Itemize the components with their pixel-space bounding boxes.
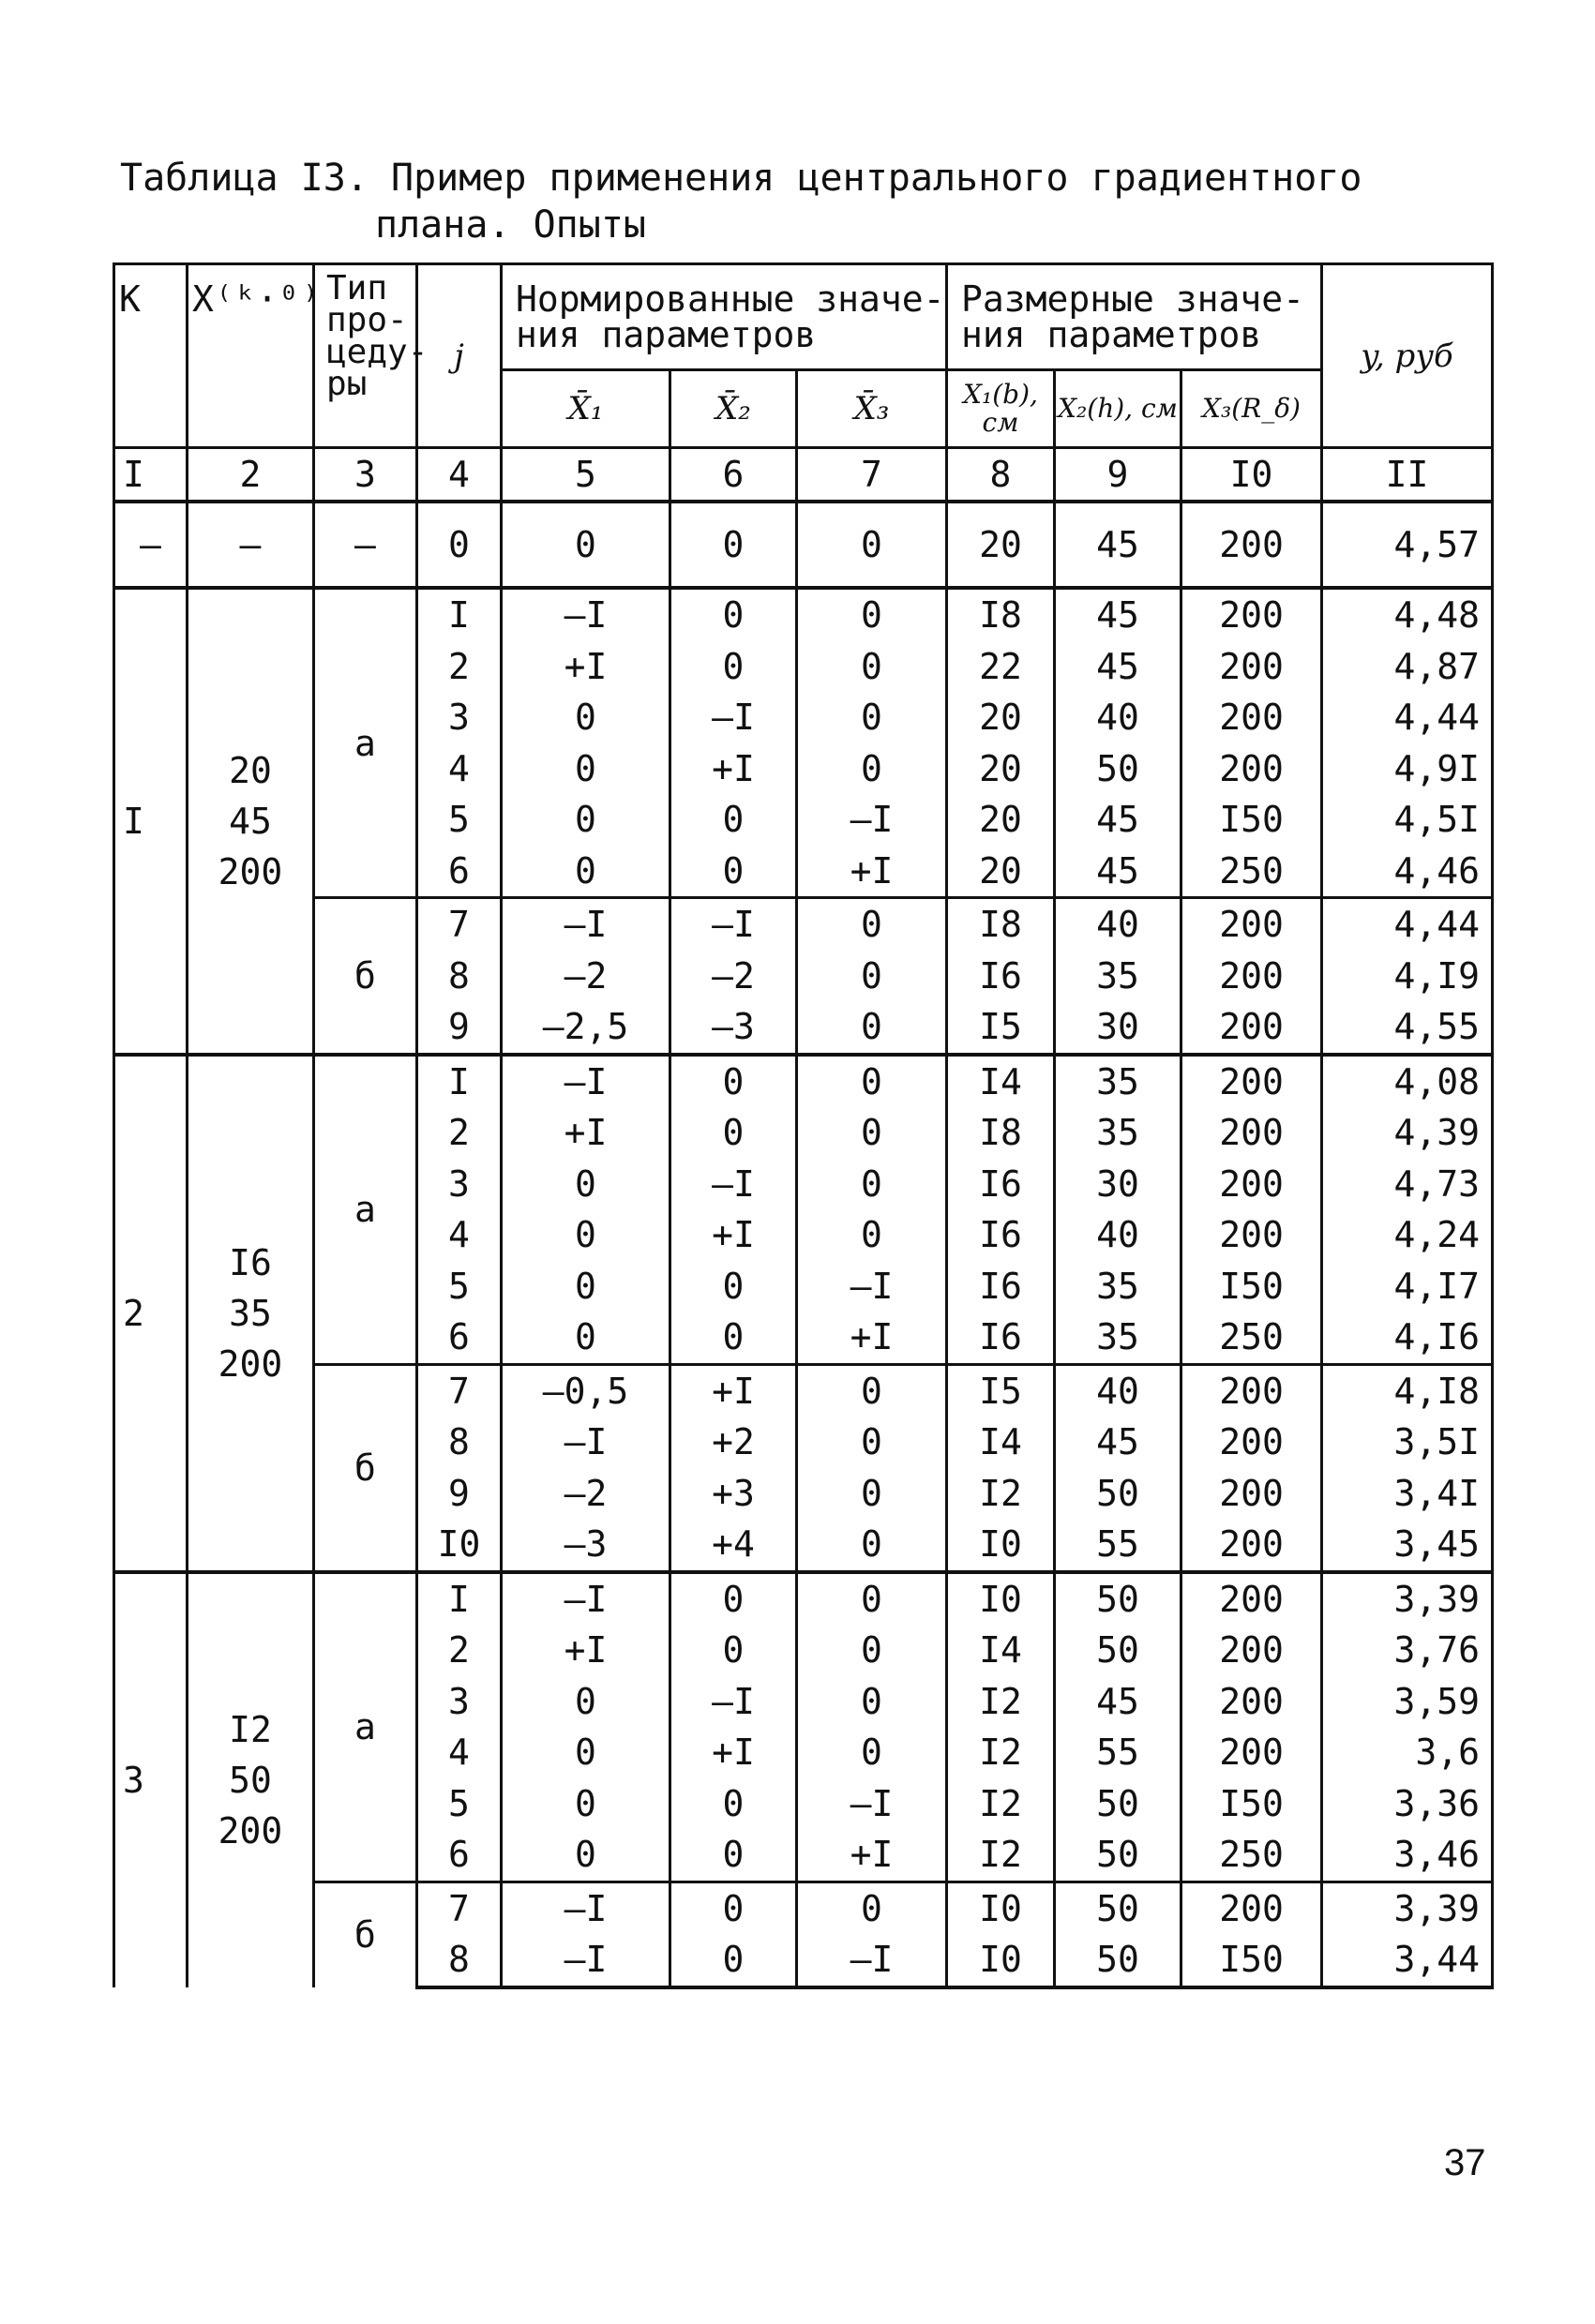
x3-normalized-cell: +I [797, 1829, 947, 1882]
x2-normalized-cell: –I [670, 1676, 797, 1728]
j-cell: 2 [417, 1625, 502, 1676]
column-number: 2 [188, 448, 314, 502]
j-cell: 4 [417, 743, 502, 795]
x2-dimensional-cell: 40 [1055, 898, 1181, 951]
x3-normalized-cell: –I [797, 1261, 947, 1312]
x1-normalized-cell: –3 [502, 1519, 670, 1572]
x1-dimensional-cell: I2 [947, 1778, 1055, 1830]
j-cell: 7 [417, 1364, 502, 1417]
j-cell: I [417, 1572, 502, 1626]
y-cell: 3,6 [1322, 1727, 1493, 1778]
x1-normalized-cell: 0 [502, 1312, 670, 1364]
table-row [114, 588, 1493, 641]
x3-dimensional-cell: 200 [1181, 951, 1322, 1002]
x1-normalized-cell: –2 [502, 951, 670, 1002]
y-cell: 3,4I [1322, 1468, 1493, 1520]
x1-normalized-cell: –0,5 [502, 1364, 670, 1417]
x1-normalized-cell: 0 [502, 1829, 670, 1882]
group-k-cell: 3 [114, 1572, 188, 1987]
y-cell: 3,46 [1322, 1829, 1493, 1882]
x1-normalized-cell: +I [502, 1625, 670, 1676]
group-x-cell [188, 1572, 314, 1987]
x1-dimensional-cell: I6 [947, 1209, 1055, 1261]
x3-normalized-cell: 0 [797, 692, 947, 743]
j-cell: 2 [417, 641, 502, 693]
group-x-value: I6 [229, 1241, 272, 1283]
table-cell: 0 [502, 502, 670, 588]
y-cell: 4,39 [1322, 1107, 1493, 1159]
j-cell: 9 [417, 1001, 502, 1055]
x2-normalized-cell: 0 [670, 1778, 797, 1830]
x3-dimensional-cell: I50 [1181, 1778, 1322, 1830]
x3-normalized-cell: +I [797, 1312, 947, 1364]
y-cell: 3,39 [1322, 1572, 1493, 1626]
x1-dimensional-cell: I6 [947, 951, 1055, 1002]
x3-normalized-cell: 0 [797, 1676, 947, 1728]
x1-normalized-cell: 0 [502, 1727, 670, 1778]
x1-normalized-cell: 0 [502, 1159, 670, 1210]
x2-dimensional-cell: 35 [1055, 1261, 1181, 1312]
x1-dimensional-cell: I0 [947, 1572, 1055, 1626]
x2-dimensional-cell: 50 [1055, 1572, 1181, 1626]
x2-dimensional-cell: 50 [1055, 1829, 1181, 1882]
y-cell: 4,46 [1322, 846, 1493, 898]
x2-normalized-cell: 0 [670, 641, 797, 693]
x1-dimensional-cell: I4 [947, 1625, 1055, 1676]
x2-dimensional-cell: 50 [1055, 1882, 1181, 1934]
x3-normalized-cell: –I [797, 1778, 947, 1830]
j-cell: 5 [417, 1778, 502, 1830]
x2-dimensional-cell: 30 [1055, 1159, 1181, 1210]
j-cell: 8 [417, 1417, 502, 1468]
x1-normalized-cell: –I [502, 1882, 670, 1934]
x3-dimensional-cell: 200 [1181, 1727, 1322, 1778]
j-cell: I0 [417, 1519, 502, 1572]
j-cell: 5 [417, 1261, 502, 1312]
x2-dimensional-cell: 50 [1055, 1778, 1181, 1830]
header-x3-dimensional: X₃(R_δ) [1181, 370, 1322, 448]
x2-normalized-cell: 0 [670, 1107, 797, 1159]
x3-normalized-cell: 0 [797, 1882, 947, 1934]
x2-dimensional-cell: 45 [1055, 846, 1181, 898]
table-caption [120, 155, 1362, 248]
y-cell: 4,08 [1322, 1055, 1493, 1108]
y-cell: 4,73 [1322, 1159, 1493, 1210]
x1-dimensional-cell: I2 [947, 1468, 1055, 1520]
table-cell: – [114, 502, 188, 588]
x3-normalized-cell: 0 [797, 951, 947, 1002]
x3-normalized-cell: 0 [797, 1159, 947, 1210]
header-dimensional: Размерные значе- ния параметров [947, 264, 1322, 370]
y-cell: 4,87 [1322, 641, 1493, 693]
x3-dimensional-cell: 200 [1181, 1055, 1322, 1108]
y-cell: 4,44 [1322, 898, 1493, 951]
x3-normalized-cell: 0 [797, 1107, 947, 1159]
x2-normalized-cell: +2 [670, 1417, 797, 1468]
table-row [114, 1882, 1493, 1934]
x1-dimensional-cell: I0 [947, 1934, 1055, 1987]
x3-normalized-cell: 0 [797, 1519, 947, 1572]
x1-dimensional-cell: I4 [947, 1055, 1055, 1108]
y-cell: 3,39 [1322, 1882, 1493, 1934]
header-j: j [417, 264, 502, 448]
x3-dimensional-cell: 200 [1181, 1572, 1322, 1626]
x1-dimensional-cell: I6 [947, 1159, 1055, 1210]
x3-dimensional-cell: 200 [1181, 1159, 1322, 1210]
x2-dimensional-cell: 40 [1055, 1209, 1181, 1261]
x3-normalized-cell: 0 [797, 1001, 947, 1055]
x2-normalized-cell: –2 [670, 951, 797, 1002]
caption-line-2: плана. Опыты [375, 203, 646, 247]
j-cell: 9 [417, 1468, 502, 1520]
header-x1-dimensional: X₁(b), см [947, 370, 1055, 448]
group-k-cell: I [114, 588, 188, 1055]
x2-dimensional-cell: 45 [1055, 588, 1181, 641]
x1-normalized-cell: –I [502, 1572, 670, 1626]
x1-dimensional-cell: 22 [947, 641, 1055, 693]
x1-dimensional-cell: I4 [947, 1417, 1055, 1468]
x2-normalized-cell: –I [670, 898, 797, 951]
x1-normalized-cell: –I [502, 1055, 670, 1108]
j-cell: 6 [417, 846, 502, 898]
x2-normalized-cell: 0 [670, 1625, 797, 1676]
x2-normalized-cell: –3 [670, 1001, 797, 1055]
x2-dimensional-cell: 50 [1055, 1468, 1181, 1520]
table-row [114, 898, 1493, 951]
x2-normalized-cell: 0 [670, 846, 797, 898]
procedure-type-cell: а [314, 1572, 417, 1882]
column-numbers-row [114, 448, 1493, 502]
x1-normalized-cell: 0 [502, 1261, 670, 1312]
table-cell: 0 [670, 502, 797, 588]
column-number: I0 [1181, 448, 1322, 502]
x2-dimensional-cell: 40 [1055, 1364, 1181, 1417]
x1-normalized-cell: 0 [502, 743, 670, 795]
x2-dimensional-cell: 35 [1055, 951, 1181, 1002]
x2-normalized-cell: 0 [670, 1572, 797, 1626]
group-x-value: 200 [218, 1342, 283, 1385]
table-cell: 4,57 [1322, 502, 1493, 588]
table-row-zero [114, 502, 1493, 588]
group-x-value: 200 [218, 1810, 283, 1852]
x2-dimensional-cell: 50 [1055, 743, 1181, 795]
x1-dimensional-cell: I8 [947, 898, 1055, 951]
x2-normalized-cell: 0 [670, 588, 797, 641]
x2-normalized-cell: +I [670, 743, 797, 795]
procedure-type-cell: а [314, 1055, 417, 1365]
column-number: 7 [797, 448, 947, 502]
column-number: 9 [1055, 448, 1181, 502]
x1-dimensional-cell: 20 [947, 846, 1055, 898]
x1-normalized-cell: 0 [502, 692, 670, 743]
x1-normalized-cell: 0 [502, 794, 670, 846]
y-cell: 4,55 [1322, 1001, 1493, 1055]
x2-dimensional-cell: 45 [1055, 794, 1181, 846]
x3-normalized-cell: 0 [797, 743, 947, 795]
x2-normalized-cell: +3 [670, 1468, 797, 1520]
table-cell: 45 [1055, 502, 1181, 588]
x3-dimensional-cell: 200 [1181, 1519, 1322, 1572]
table-row [114, 1364, 1493, 1417]
table-cell: – [314, 502, 417, 588]
header-x: X⁽ᵏ·⁰⁾ [188, 264, 314, 448]
x2-normalized-cell: 0 [670, 1829, 797, 1882]
j-cell: 3 [417, 692, 502, 743]
group-x-cell [188, 588, 314, 1055]
column-number: 6 [670, 448, 797, 502]
x3-normalized-cell: 0 [797, 1572, 947, 1626]
y-cell: 4,44 [1322, 692, 1493, 743]
table-cell: – [188, 502, 314, 588]
column-number: I [114, 448, 188, 502]
x2-normalized-cell: 0 [670, 1934, 797, 1987]
x3-dimensional-cell: 200 [1181, 1676, 1322, 1728]
y-cell: 3,45 [1322, 1519, 1493, 1572]
y-cell: 4,I8 [1322, 1364, 1493, 1417]
x2-normalized-cell: +I [670, 1364, 797, 1417]
x1-dimensional-cell: I6 [947, 1261, 1055, 1312]
procedure-type-cell: б [314, 1882, 417, 1987]
x3-dimensional-cell: 200 [1181, 641, 1322, 693]
x3-normalized-cell: 0 [797, 1625, 947, 1676]
header-k: К [114, 264, 188, 448]
y-cell: 3,76 [1322, 1625, 1493, 1676]
x2-normalized-cell: 0 [670, 1261, 797, 1312]
x3-dimensional-cell: 200 [1181, 1625, 1322, 1676]
x1-dimensional-cell: I0 [947, 1519, 1055, 1572]
x1-dimensional-cell: I8 [947, 588, 1055, 641]
group-x-value: 200 [218, 850, 283, 892]
x3-dimensional-cell: 200 [1181, 743, 1322, 795]
x2-normalized-cell: –I [670, 692, 797, 743]
x2-normalized-cell: 0 [670, 1312, 797, 1364]
x3-normalized-cell: 0 [797, 898, 947, 951]
x2-dimensional-cell: 40 [1055, 692, 1181, 743]
x2-normalized-cell: 0 [670, 1882, 797, 1934]
x1-dimensional-cell: I2 [947, 1829, 1055, 1882]
header-x3-normalized: X̄₃ [797, 370, 947, 448]
j-cell: 4 [417, 1727, 502, 1778]
x1-normalized-cell: –I [502, 588, 670, 641]
x1-normalized-cell: –2,5 [502, 1001, 670, 1055]
table-cell: 20 [947, 502, 1055, 588]
x1-normalized-cell: +I [502, 1107, 670, 1159]
x3-dimensional-cell: 200 [1181, 1107, 1322, 1159]
x1-dimensional-cell: I0 [947, 1882, 1055, 1934]
j-cell: 5 [417, 794, 502, 846]
group-x-value: 45 [229, 800, 272, 842]
group-x-value: 50 [229, 1760, 272, 1801]
j-cell: I [417, 588, 502, 641]
j-cell: 4 [417, 1209, 502, 1261]
page-number: 37 [1444, 2142, 1486, 2183]
x1-dimensional-cell: 20 [947, 692, 1055, 743]
y-cell: 4,48 [1322, 588, 1493, 641]
column-number: II [1322, 448, 1493, 502]
y-cell: 4,I6 [1322, 1312, 1493, 1364]
x3-dimensional-cell: 200 [1181, 692, 1322, 743]
column-number: 5 [502, 448, 670, 502]
x3-normalized-cell: –I [797, 794, 947, 846]
experiments-table [113, 262, 1494, 1989]
x1-dimensional-cell: 20 [947, 743, 1055, 795]
y-cell: 3,5I [1322, 1417, 1493, 1468]
x3-dimensional-cell: 250 [1181, 846, 1322, 898]
x3-dimensional-cell: I50 [1181, 1261, 1322, 1312]
j-cell: 8 [417, 1934, 502, 1987]
procedure-type-cell: а [314, 588, 417, 898]
header-x2-normalized: X̄₂ [670, 370, 797, 448]
x2-normalized-cell: –I [670, 1159, 797, 1210]
x3-normalized-cell: 0 [797, 1209, 947, 1261]
x2-dimensional-cell: 55 [1055, 1727, 1181, 1778]
x1-dimensional-cell: 20 [947, 794, 1055, 846]
header-x2-dimensional: X₂(h), см [1055, 370, 1181, 448]
x3-normalized-cell: 0 [797, 1727, 947, 1778]
x1-normalized-cell: 0 [502, 846, 670, 898]
group-x-value: 35 [229, 1292, 272, 1334]
x2-dimensional-cell: 35 [1055, 1055, 1181, 1108]
x1-normalized-cell: –2 [502, 1468, 670, 1520]
y-cell: 4,I9 [1322, 951, 1493, 1002]
table-cell: 0 [797, 502, 947, 588]
group-x-value: I2 [229, 1709, 272, 1750]
x2-normalized-cell: 0 [670, 1055, 797, 1108]
x3-normalized-cell: 0 [797, 1417, 947, 1468]
x1-dimensional-cell: I6 [947, 1312, 1055, 1364]
x1-dimensional-cell: I2 [947, 1727, 1055, 1778]
x3-dimensional-cell: 250 [1181, 1312, 1322, 1364]
x2-dimensional-cell: 50 [1055, 1625, 1181, 1676]
j-cell: 7 [417, 898, 502, 951]
x3-normalized-cell: 0 [797, 1364, 947, 1417]
x2-dimensional-cell: 50 [1055, 1934, 1181, 1987]
x3-dimensional-cell: 200 [1181, 1417, 1322, 1468]
x2-dimensional-cell: 45 [1055, 641, 1181, 693]
y-cell: 4,9I [1322, 743, 1493, 795]
column-number: 3 [314, 448, 417, 502]
x1-dimensional-cell: I8 [947, 1107, 1055, 1159]
header-procedure-type: Тип про- цеду- ры [314, 264, 417, 448]
header-y: y, руб [1322, 264, 1493, 448]
table-row [114, 1572, 1493, 1626]
j-cell: 7 [417, 1882, 502, 1934]
column-number: 8 [947, 448, 1055, 502]
table-cell: 200 [1181, 502, 1322, 588]
x1-dimensional-cell: I2 [947, 1676, 1055, 1728]
y-cell: 4,5I [1322, 794, 1493, 846]
x3-dimensional-cell: 200 [1181, 1468, 1322, 1520]
j-cell: I [417, 1055, 502, 1108]
caption-line-1: Таблица I3. Пример применения центрального градиентного [120, 157, 1362, 200]
x1-normalized-cell: 0 [502, 1676, 670, 1728]
x1-dimensional-cell: I5 [947, 1001, 1055, 1055]
j-cell: 6 [417, 1829, 502, 1882]
table-cell: 0 [417, 502, 502, 588]
x3-dimensional-cell: 200 [1181, 1882, 1322, 1934]
j-cell: 2 [417, 1107, 502, 1159]
y-cell: 4,24 [1322, 1209, 1493, 1261]
x2-dimensional-cell: 35 [1055, 1107, 1181, 1159]
group-k-cell: 2 [114, 1055, 188, 1572]
group-x-cell [188, 1055, 314, 1572]
x3-dimensional-cell: 200 [1181, 1209, 1322, 1261]
x2-normalized-cell: +I [670, 1727, 797, 1778]
x3-dimensional-cell: I50 [1181, 794, 1322, 846]
header-normalized: Нормированные значе- ния параметров [502, 264, 947, 370]
x1-normalized-cell: 0 [502, 1778, 670, 1830]
procedure-type-cell: б [314, 1364, 417, 1572]
x1-normalized-cell: –I [502, 898, 670, 951]
x2-dimensional-cell: 30 [1055, 1001, 1181, 1055]
j-cell: 3 [417, 1159, 502, 1210]
x2-dimensional-cell: 35 [1055, 1312, 1181, 1364]
x3-dimensional-cell: 200 [1181, 1364, 1322, 1417]
column-number: 4 [417, 448, 502, 502]
x3-dimensional-cell: 200 [1181, 898, 1322, 951]
x3-normalized-cell: –I [797, 1934, 947, 1987]
y-cell: 3,36 [1322, 1778, 1493, 1830]
x2-dimensional-cell: 45 [1055, 1417, 1181, 1468]
x1-normalized-cell: –I [502, 1934, 670, 1987]
x1-normalized-cell: –I [502, 1417, 670, 1468]
x3-dimensional-cell: 250 [1181, 1829, 1322, 1882]
y-cell: 3,59 [1322, 1676, 1493, 1728]
y-cell: 4,I7 [1322, 1261, 1493, 1312]
x2-normalized-cell: 0 [670, 794, 797, 846]
y-cell: 3,44 [1322, 1934, 1493, 1987]
j-cell: 8 [417, 951, 502, 1002]
x3-normalized-cell: 0 [797, 588, 947, 641]
x2-normalized-cell: +I [670, 1209, 797, 1261]
x3-normalized-cell: 0 [797, 641, 947, 693]
x2-normalized-cell: +4 [670, 1519, 797, 1572]
group-x-value: 20 [229, 749, 272, 791]
x2-dimensional-cell: 45 [1055, 1676, 1181, 1728]
j-cell: 3 [417, 1676, 502, 1728]
x3-normalized-cell: +I [797, 846, 947, 898]
x3-normalized-cell: 0 [797, 1468, 947, 1520]
x1-dimensional-cell: I5 [947, 1364, 1055, 1417]
table-row [114, 1055, 1493, 1108]
procedure-type-cell: б [314, 898, 417, 1055]
x3-normalized-cell: 0 [797, 1055, 947, 1108]
x2-dimensional-cell: 55 [1055, 1519, 1181, 1572]
x3-dimensional-cell: I50 [1181, 1934, 1322, 1987]
header-x1-normalized: X̄₁ [502, 370, 670, 448]
x3-dimensional-cell: 200 [1181, 1001, 1322, 1055]
x1-normalized-cell: 0 [502, 1209, 670, 1261]
x3-dimensional-cell: 200 [1181, 588, 1322, 641]
x1-normalized-cell: +I [502, 641, 670, 693]
j-cell: 6 [417, 1312, 502, 1364]
